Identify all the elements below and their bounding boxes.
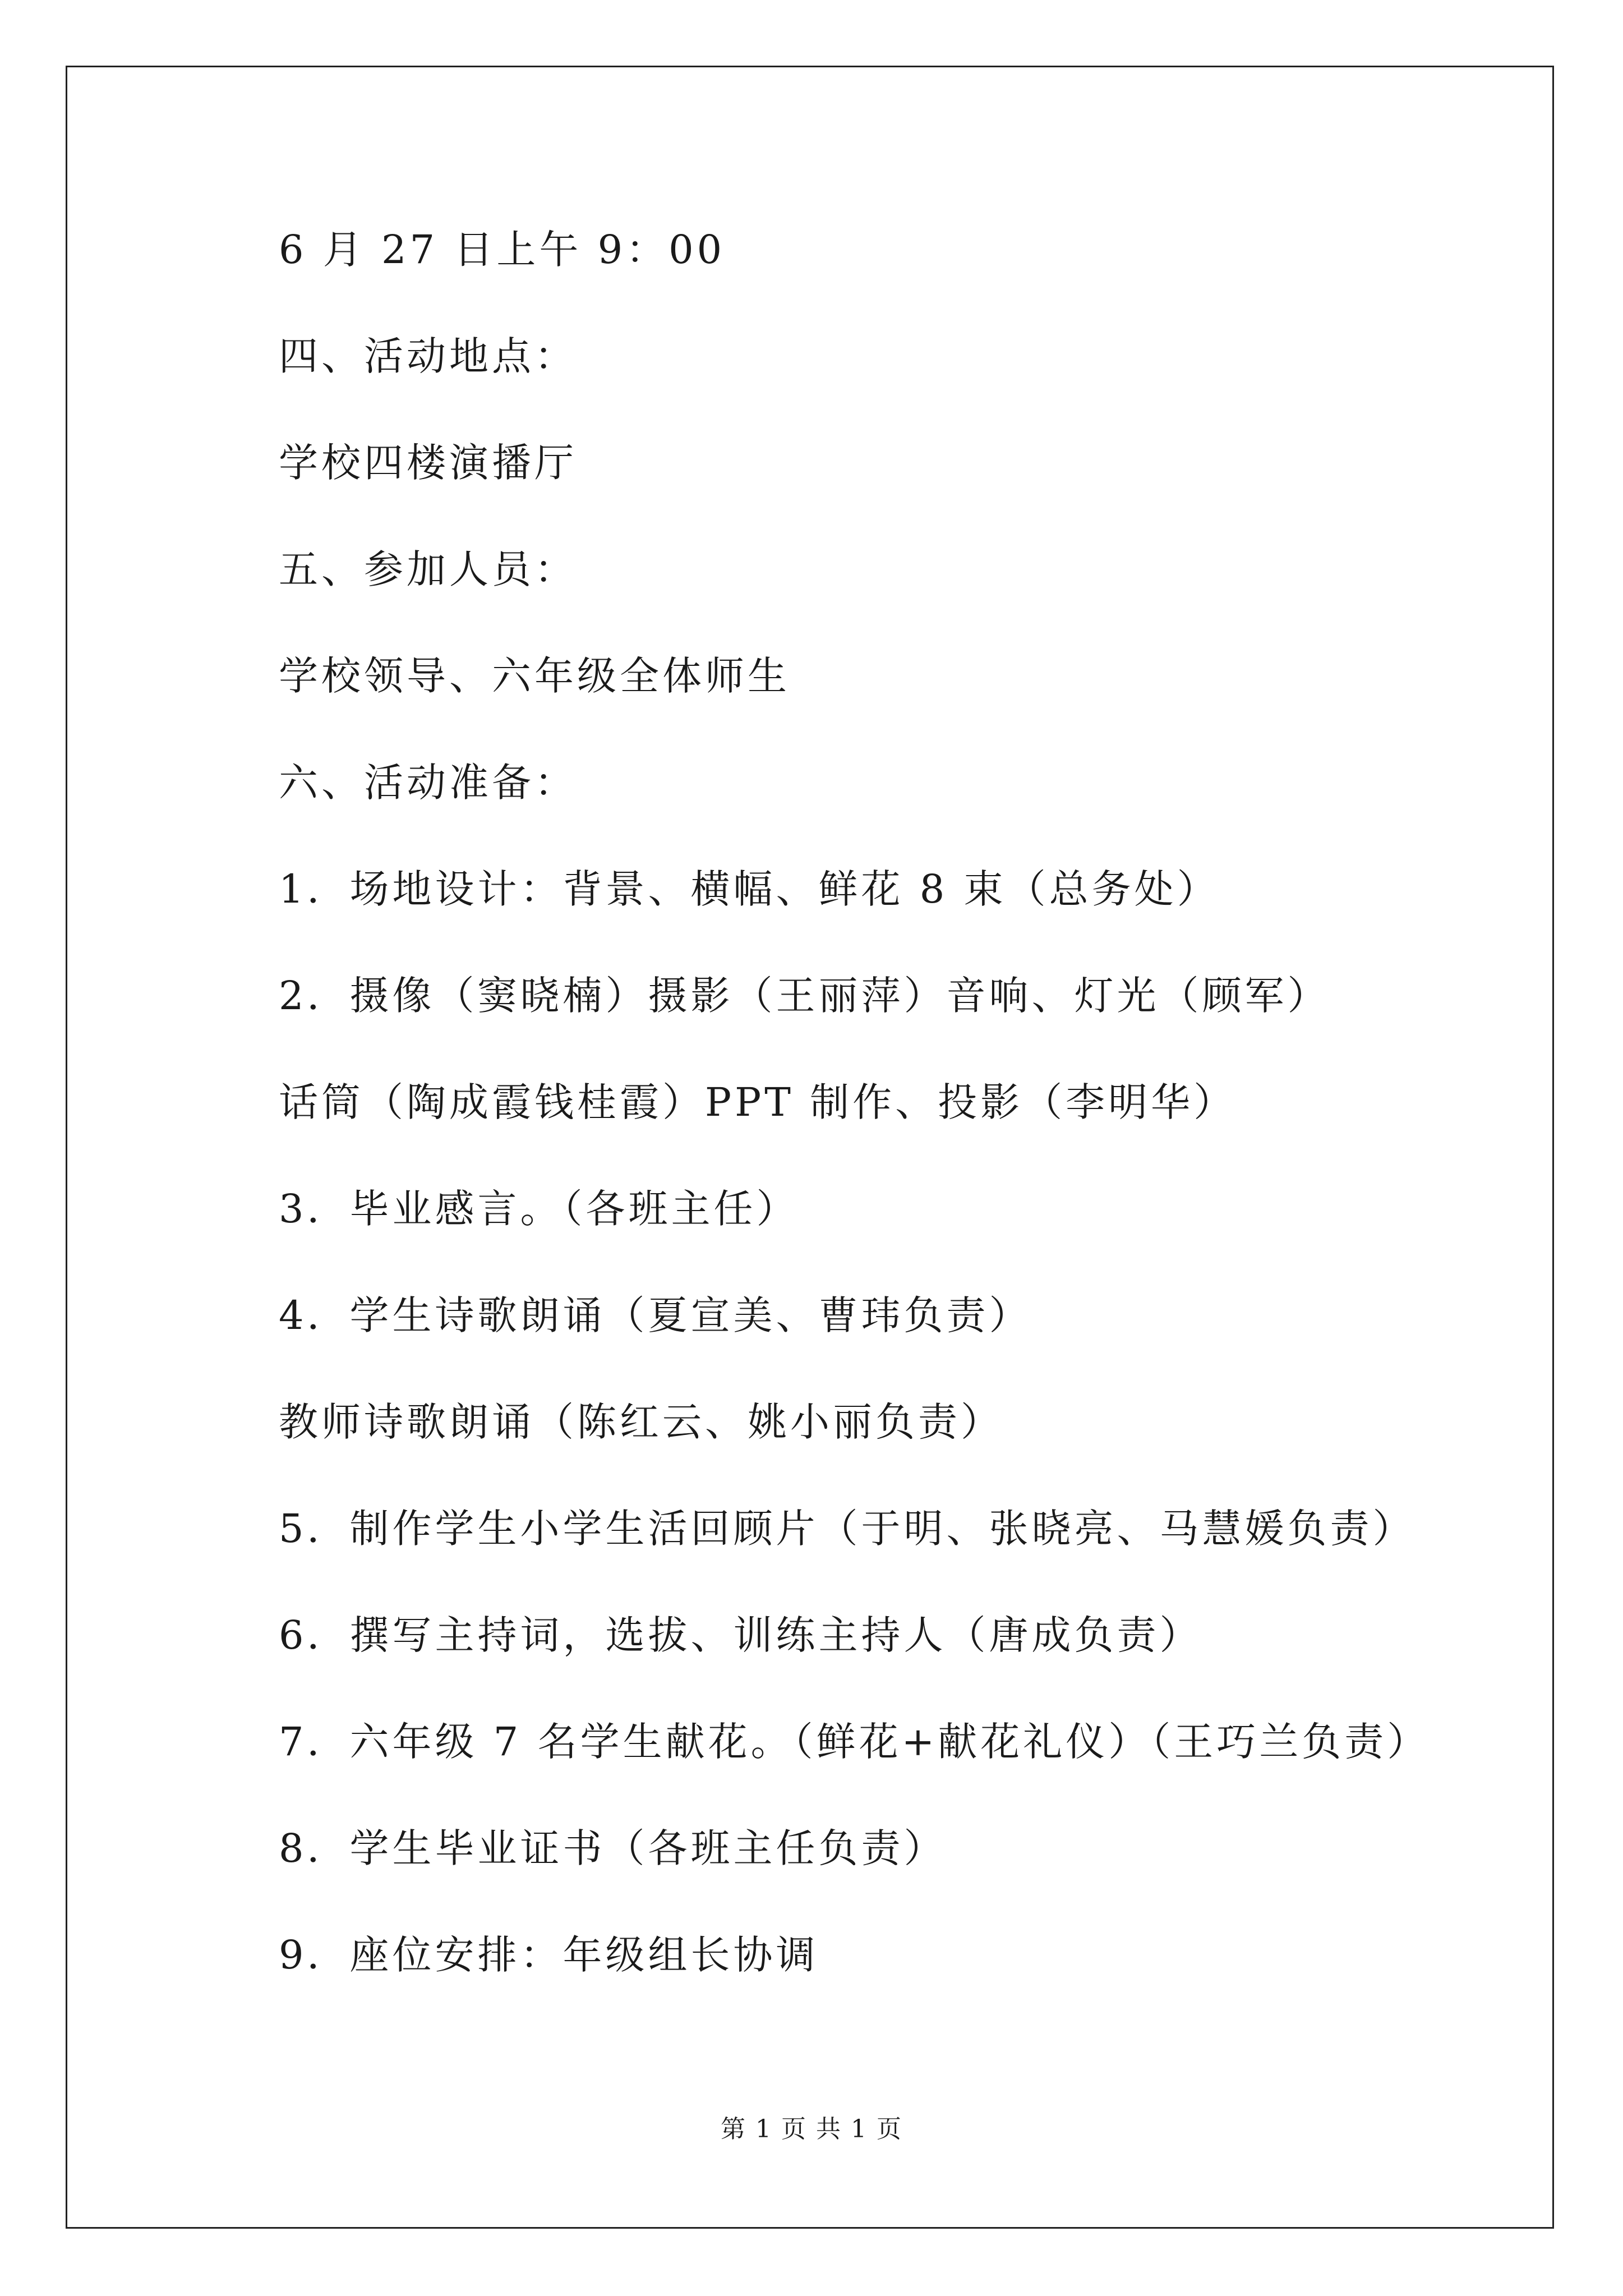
location-line: 学校四楼演播厅	[279, 440, 577, 486]
prep-item-2-continued: 话筒（陶成霞钱桂霞）PPT 制作、投影（李明华）	[279, 1079, 1237, 1125]
prep-item-2: 2．摄像（窦晓楠）摄影（王丽萍）音响、灯光（顾军）	[279, 973, 1330, 1019]
prep-item-3: 3．毕业感言。（各班主任）	[279, 1186, 799, 1232]
page-border	[66, 66, 1554, 2229]
prep-item-5: 5．制作学生小学生活回顾片（于明、张晓亮、马慧媛负责）	[279, 1506, 1415, 1552]
section-heading-preparation: 六、活动准备：	[279, 760, 577, 806]
prep-item-4: 4．学生诗歌朗诵（夏宣美、曹玮负责）	[279, 1292, 1032, 1338]
prep-item-8: 8．学生毕业证书（各班主任负责）	[279, 1825, 947, 1871]
prep-item-1: 1．场地设计：背景、横幅、鲜花 8 束（总务处）	[279, 866, 1220, 912]
prep-item-4-continued: 教师诗歌朗诵（陈红云、姚小丽负责）	[279, 1399, 1003, 1445]
section-heading-location: 四、活动地点：	[279, 333, 577, 379]
page-number-footer: 第 1 页 共 1 页	[721, 2115, 902, 2143]
section-heading-attendees: 五、参加人员：	[279, 546, 577, 592]
attendees-line: 学校领导、六年级全体师生	[279, 653, 790, 699]
prep-item-9: 9．座位安排：年级组长协调	[279, 1932, 819, 1978]
event-time-line: 6 月 27 日上午 9：00	[279, 227, 726, 273]
prep-item-6: 6．撰写主持词，选拔、训练主持人（唐成负责）	[279, 1612, 1202, 1658]
prep-item-7: 7．六年级 7 名学生献花。（鲜花+献花礼仪）（王巧兰负责）	[279, 1719, 1430, 1765]
